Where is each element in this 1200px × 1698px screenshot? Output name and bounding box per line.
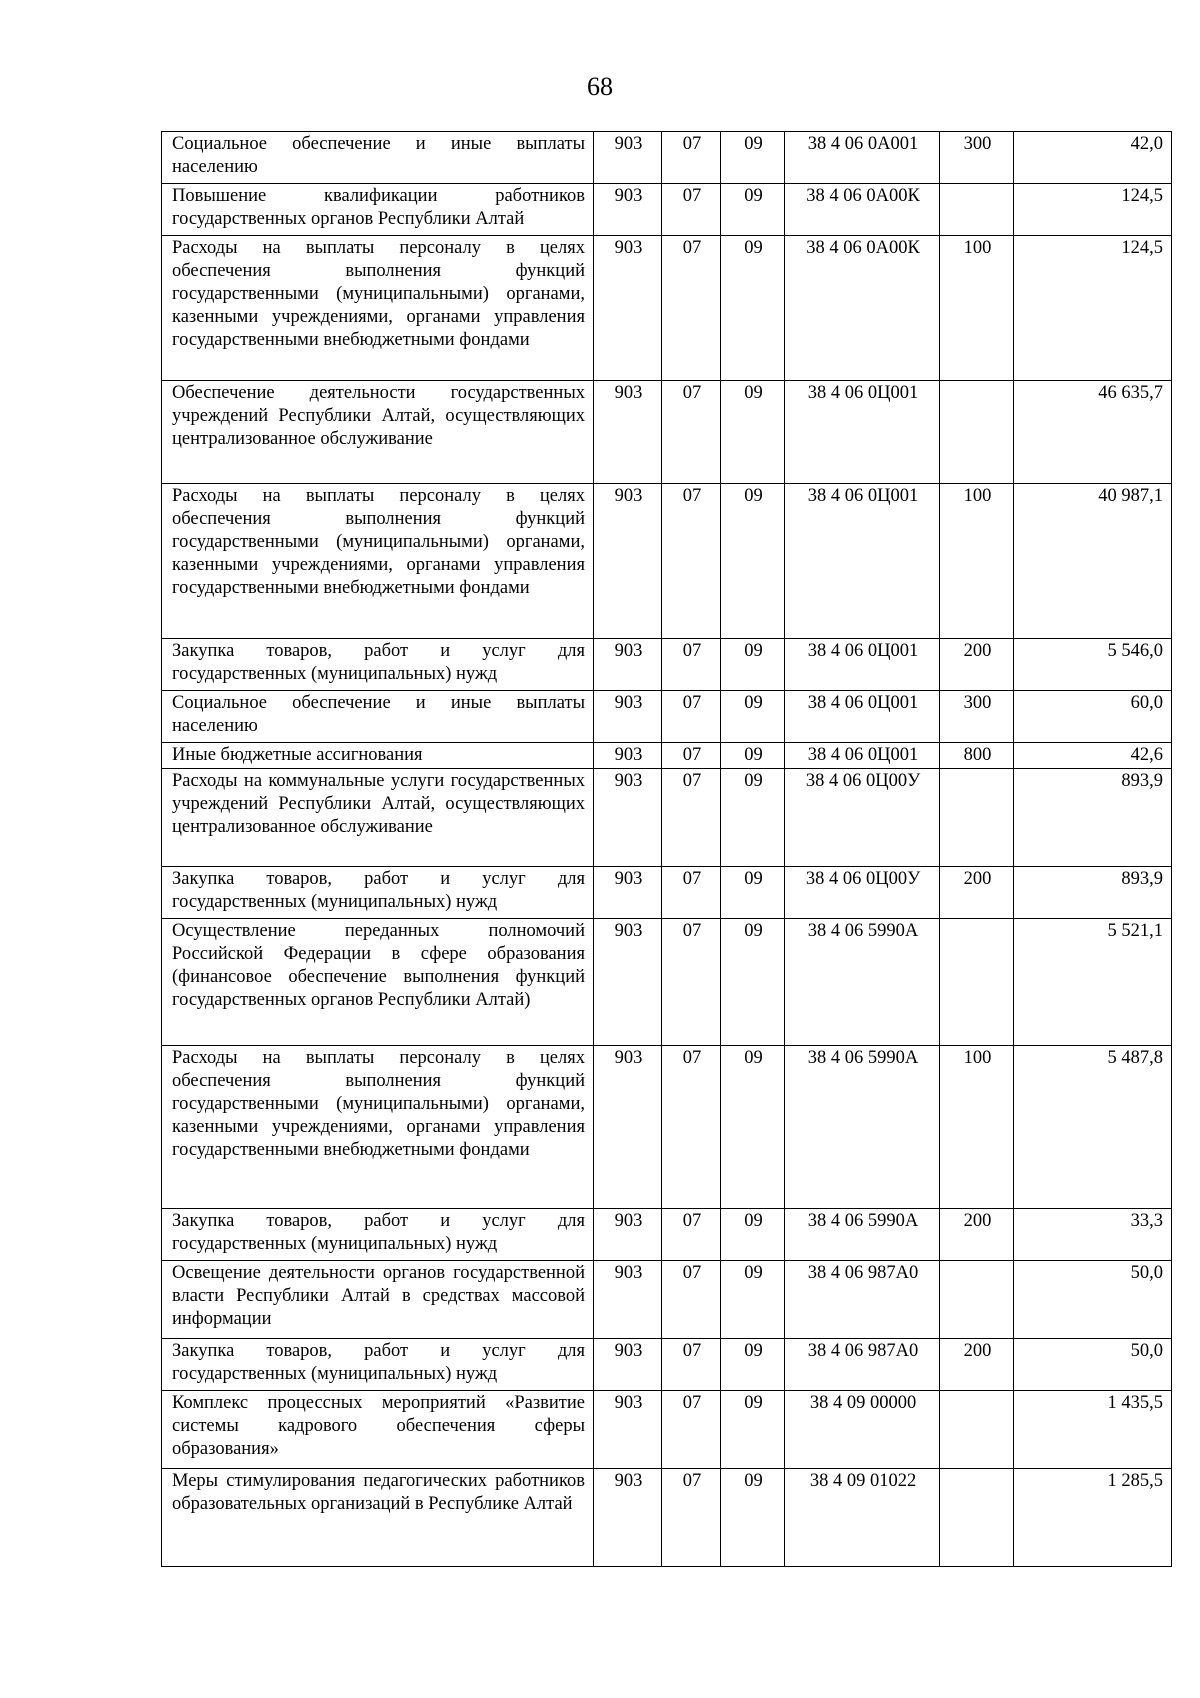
cell-target-article: 38 4 06 0А00К <box>785 184 940 236</box>
cell-grbs: 903 <box>594 484 662 639</box>
cell-section: 07 <box>662 1391 721 1469</box>
table-row <box>162 1339 1172 1391</box>
cell-subsection: 09 <box>721 1339 785 1391</box>
cell-target-article: 38 4 06 0Ц001 <box>785 743 940 769</box>
cell-name: Повышение квалификации работников государственных органов Республики Алтай <box>162 184 594 236</box>
cell-grbs: 903 <box>594 1339 662 1391</box>
cell-expense-type <box>940 1261 1014 1339</box>
cell-grbs: 903 <box>594 132 662 184</box>
cell-grbs: 903 <box>594 1261 662 1339</box>
table-row <box>162 691 1172 743</box>
cell-amount: 42,0 <box>1014 132 1172 184</box>
cell-target-article: 38 4 06 0Ц00У <box>785 867 940 919</box>
cell-amount: 60,0 <box>1014 691 1172 743</box>
cell-subsection: 09 <box>721 639 785 691</box>
cell-section: 07 <box>662 867 721 919</box>
cell-section: 07 <box>662 132 721 184</box>
cell-subsection: 09 <box>721 1391 785 1469</box>
cell-name: Расходы на выплаты персоналу в целях обеспечения выполнения функций государственными (муниципальными) органами, казенными учреждениями, органами управления государственными внебюджетными фондами <box>162 236 594 381</box>
cell-target-article: 38 4 06 0А00К <box>785 236 940 381</box>
cell-amount: 42,6 <box>1014 743 1172 769</box>
cell-amount: 50,0 <box>1014 1261 1172 1339</box>
cell-expense-type: 100 <box>940 1046 1014 1209</box>
cell-amount: 46 635,7 <box>1014 381 1172 484</box>
cell-subsection: 09 <box>721 1469 785 1567</box>
table-row <box>162 769 1172 867</box>
cell-grbs: 903 <box>594 867 662 919</box>
cell-section: 07 <box>662 236 721 381</box>
table-row <box>162 381 1172 484</box>
table-row <box>162 639 1172 691</box>
cell-amount: 124,5 <box>1014 236 1172 381</box>
cell-grbs: 903 <box>594 1046 662 1209</box>
cell-subsection: 09 <box>721 1209 785 1261</box>
cell-subsection: 09 <box>721 132 785 184</box>
cell-expense-type <box>940 184 1014 236</box>
cell-name: Осуществление переданных полномочий Российской Федерации в сфере образования (финансовое обеспечение выполнения функций государственных органов Республики Алтай) <box>162 919 594 1046</box>
cell-target-article: 38 4 06 0Ц001 <box>785 639 940 691</box>
cell-subsection: 09 <box>721 769 785 867</box>
cell-subsection: 09 <box>721 184 785 236</box>
cell-section: 07 <box>662 381 721 484</box>
cell-expense-type: 200 <box>940 1209 1014 1261</box>
cell-expense-type <box>940 919 1014 1046</box>
cell-name: Закупка товаров, работ и услуг для государственных (муниципальных) нужд <box>162 867 594 919</box>
cell-amount: 5 487,8 <box>1014 1046 1172 1209</box>
cell-target-article: 38 4 06 5990А <box>785 919 940 1046</box>
table-row <box>162 132 1172 184</box>
cell-subsection: 09 <box>721 1046 785 1209</box>
cell-expense-type: 300 <box>940 132 1014 184</box>
cell-grbs: 903 <box>594 184 662 236</box>
cell-subsection: 09 <box>721 691 785 743</box>
cell-subsection: 09 <box>721 484 785 639</box>
cell-name: Иные бюджетные ассигнования <box>162 743 594 769</box>
cell-name: Обеспечение деятельности государственных учреждений Республики Алтай, осуществляющих централизованное обслуживание <box>162 381 594 484</box>
table-row <box>162 184 1172 236</box>
cell-grbs: 903 <box>594 1469 662 1567</box>
cell-grbs: 903 <box>594 236 662 381</box>
cell-section: 07 <box>662 691 721 743</box>
cell-grbs: 903 <box>594 919 662 1046</box>
cell-target-article: 38 4 06 0Ц00У <box>785 769 940 867</box>
cell-target-article: 38 4 09 00000 <box>785 1391 940 1469</box>
table-row <box>162 1261 1172 1339</box>
cell-section: 07 <box>662 1261 721 1339</box>
cell-target-article: 38 4 06 987А0 <box>785 1339 940 1391</box>
cell-name: Закупка товаров, работ и услуг для государственных (муниципальных) нужд <box>162 1339 594 1391</box>
cell-name: Комплекс процессных мероприятий «Развитие системы кадрового обеспечения сферы образования» <box>162 1391 594 1469</box>
cell-target-article: 38 4 09 01022 <box>785 1469 940 1567</box>
cell-expense-type <box>940 769 1014 867</box>
cell-amount: 5 521,1 <box>1014 919 1172 1046</box>
cell-section: 07 <box>662 639 721 691</box>
cell-subsection: 09 <box>721 867 785 919</box>
cell-name: Расходы на коммунальные услуги государственных учреждений Республики Алтай, осуществляющих централизованное обслуживание <box>162 769 594 867</box>
cell-section: 07 <box>662 919 721 1046</box>
cell-target-article: 38 4 06 5990А <box>785 1209 940 1261</box>
table-row <box>162 867 1172 919</box>
cell-name: Социальное обеспечение и иные выплаты населению <box>162 132 594 184</box>
cell-target-article: 38 4 06 0Ц001 <box>785 484 940 639</box>
cell-section: 07 <box>662 1046 721 1209</box>
cell-amount: 1 435,5 <box>1014 1391 1172 1469</box>
cell-grbs: 903 <box>594 743 662 769</box>
cell-subsection: 09 <box>721 1261 785 1339</box>
cell-amount: 893,9 <box>1014 769 1172 867</box>
budget-table <box>161 131 1172 1567</box>
cell-name: Социальное обеспечение и иные выплаты населению <box>162 691 594 743</box>
table-row <box>162 1209 1172 1261</box>
page-number: 68 <box>587 72 613 101</box>
cell-name: Закупка товаров, работ и услуг для государственных (муниципальных) нужд <box>162 639 594 691</box>
cell-expense-type: 100 <box>940 236 1014 381</box>
cell-subsection: 09 <box>721 236 785 381</box>
cell-section: 07 <box>662 1339 721 1391</box>
cell-expense-type: 200 <box>940 1339 1014 1391</box>
cell-expense-type <box>940 1469 1014 1567</box>
cell-name: Освещение деятельности органов государственной власти Республики Алтай в средствах массовой информации <box>162 1261 594 1339</box>
table-row <box>162 1046 1172 1209</box>
cell-expense-type <box>940 381 1014 484</box>
cell-expense-type: 800 <box>940 743 1014 769</box>
cell-section: 07 <box>662 1209 721 1261</box>
table-row <box>162 1391 1172 1469</box>
cell-grbs: 903 <box>594 639 662 691</box>
cell-subsection: 09 <box>721 919 785 1046</box>
cell-grbs: 903 <box>594 1391 662 1469</box>
cell-amount: 50,0 <box>1014 1339 1172 1391</box>
cell-amount: 40 987,1 <box>1014 484 1172 639</box>
cell-amount: 1 285,5 <box>1014 1469 1172 1567</box>
cell-grbs: 903 <box>594 691 662 743</box>
cell-expense-type: 200 <box>940 639 1014 691</box>
cell-name: Закупка товаров, работ и услуг для государственных (муниципальных) нужд <box>162 1209 594 1261</box>
cell-target-article: 38 4 06 5990А <box>785 1046 940 1209</box>
cell-expense-type: 100 <box>940 484 1014 639</box>
cell-expense-type: 200 <box>940 867 1014 919</box>
cell-section: 07 <box>662 769 721 867</box>
cell-name: Расходы на выплаты персоналу в целях обеспечения выполнения функций государственными (муниципальными) органами, казенными учреждениями, органами управления государственными внебюджетными фондами <box>162 1046 594 1209</box>
cell-grbs: 903 <box>594 769 662 867</box>
cell-subsection: 09 <box>721 381 785 484</box>
cell-section: 07 <box>662 484 721 639</box>
cell-expense-type: 300 <box>940 691 1014 743</box>
cell-section: 07 <box>662 184 721 236</box>
table-row <box>162 236 1172 381</box>
cell-amount: 33,3 <box>1014 1209 1172 1261</box>
cell-grbs: 903 <box>594 381 662 484</box>
cell-target-article: 38 4 06 0Ц001 <box>785 691 940 743</box>
cell-target-article: 38 4 06 0А001 <box>785 132 940 184</box>
cell-target-article: 38 4 06 987А0 <box>785 1261 940 1339</box>
cell-name: Меры стимулирования педагогических работников образовательных организаций в Республике Алтай <box>162 1469 594 1567</box>
table-row <box>162 919 1172 1046</box>
cell-grbs: 903 <box>594 1209 662 1261</box>
cell-amount: 124,5 <box>1014 184 1172 236</box>
cell-section: 07 <box>662 743 721 769</box>
table-row <box>162 743 1172 769</box>
cell-name: Расходы на выплаты персоналу в целях обеспечения выполнения функций государственными (муниципальными) органами, казенными учреждениями, органами управления государственными внебюджетными фондами <box>162 484 594 639</box>
cell-subsection: 09 <box>721 743 785 769</box>
table-row <box>162 484 1172 639</box>
budget-table-body <box>162 132 1172 1567</box>
cell-amount: 5 546,0 <box>1014 639 1172 691</box>
cell-target-article: 38 4 06 0Ц001 <box>785 381 940 484</box>
cell-expense-type <box>940 1391 1014 1469</box>
cell-amount: 893,9 <box>1014 867 1172 919</box>
cell-section: 07 <box>662 1469 721 1567</box>
table-row <box>162 1469 1172 1567</box>
